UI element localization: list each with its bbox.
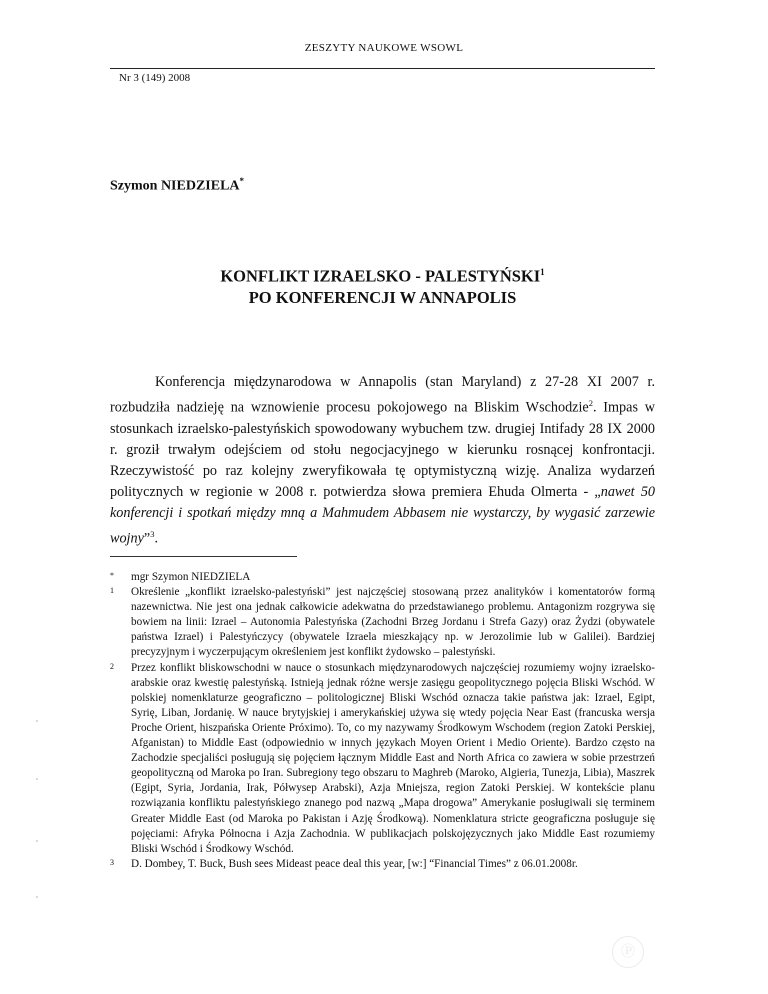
- footnote-author: [110, 570, 655, 585]
- footnote-text: D. Dombey, T. Buck, Bush sees Mideast peace deal this year, [w:] “Financial Times” z 06.01.2008r.: [131, 857, 578, 870]
- footnote-3: [110, 857, 655, 872]
- paragraph-1: [110, 372, 655, 549]
- author-name: [110, 176, 244, 195]
- footnote-1: [110, 585, 655, 660]
- body-text: [110, 372, 655, 549]
- olmert-quote: nawet 50 konferencji i spotkań między mną a Mahmudem Abbasem nie wystarczy, by wygasić zarzewie wojny: [110, 483, 656, 547]
- footnote-text: Określenie „konflikt izraelsko-palestyński” jest najczęściej stosowaną przez analityków i komentatorów formą nazewnictwa. Nie jest ona jednak całkowicie adekwatna do przedstawianego problemu. Antagonizm rozgrywa się bowiem na linii: Izrael – Autonomia Palestyńska (Zachodni Brzeg Jordanu i Strefa Gazy) oraz Żydzi (obywatele państwa Izrael) i Palestyńczycy (obywatele Izraela mieszkający np. w Jerozolimie lub w Galilei). Bardziej precyzyjnym i wyczerpującym określeniem jest konflikt żydowsko – palestyński.: [131, 586, 655, 659]
- footnote-mark: 2: [110, 661, 114, 671]
- footnote-mark: 1: [110, 586, 114, 596]
- footnote-mark: *: [110, 571, 114, 580]
- footnote-separator: [110, 556, 297, 557]
- title-line-1-text: KONFLIKT IZRAELSKO - PALESTYŃSKI: [220, 266, 541, 286]
- footnotes: [110, 570, 655, 872]
- article-title: [110, 262, 655, 308]
- footnote-mark: 3: [110, 857, 114, 867]
- footnote-ref-2: 2: [588, 398, 593, 408]
- title-line-1: [110, 262, 655, 287]
- scan-specks: [36, 720, 38, 940]
- title-footnote-mark: 1: [540, 267, 545, 277]
- footnote-text: Przez konflikt bliskowschodni w nauce o stosunkach międzynarodowych najczęściej rozumiemy wojny izraelsko-arabskie oraz kwestię palestyńską. Istnieją jednak różne wersje zasięgu geopolitycznego pojęcia Bliski Wschód. W polskiej nomenklaturze geograficzno – politologicznej Bliski Wschód oznacza takie państwa jak: Izrael, Egipt, Syrię, Liban, Jordanię. W nauce brytyjskiej i amerykańskiej używa się wtedy pojęcia Near East (francuska wersja Proche Orient, hiszpańska Oriente Próximo). To, co my nazywamy Środkowym Wschodem (region Zatoki Perskiej, Afganistan) to Middle East (odpowiednio w innych językach Moyen Orient i Medio Oriente). Bardzo często na Zachodzie specjaliści posługują się pojęciem łącznym Middle East and North Africa co zawiera w sobie przestrzeń geopolityczną od Maroka po Iran. Subregiony tego obszaru to Maghreb (Maroko, Algieria, Tunezja, Libia), Maszrek (Egipt, Syria, Jordania, Irak, Półwysep Arabski), Azja Mniejsza, region Zatoki Perskiej. W kontekście planu rozwiązania konfliktu palestyńskiego znanego pod nazwą „Mapa drogowa” Amerykanie posługiwali się terminem Greater Middle East (od Maroka po Pakistan i Azję Środkową). Nomenklatura stricte geograficzna posługuje się pojęciami: Afryka Północna i Azja Zachodnia. W publikacjach polskojęzycznych jako Middle East rozumiemy Bliski Wschód i Środkowy Wschód.: [131, 661, 655, 855]
- running-header: ZESZYTY NAUKOWE WSOWL: [304, 42, 464, 54]
- footnote-ref-3: 3: [150, 528, 155, 539]
- footnote-text: mgr Szymon NIEDZIELA: [131, 571, 251, 583]
- footnote-2: [110, 661, 655, 857]
- paragraph-1-end: .: [154, 530, 158, 547]
- paragraph-1-part-b: . Impas w stosunkach izraelsko-palestyńskich spowodowany wybuchem tzw. drugiej Intifady 28 IX 2000 r. groził trwałym odejściem od stołu negocjacyjnego w kierunku rosnącej konfrontacji. Rzeczywistość po raz kolejny zweryfikowała tę optymistyczną wizję. Analiza wydarzeń politycznych w regionie w 2008 r. potwierdza słowa premiera Ehuda Olmerta - „: [110, 399, 656, 500]
- paragraph-1-part-a: Konferencja międzynarodowa w Annapolis (stan Maryland) z 27-28 XI 2007 r. rozbudziła nadzieję na wznowienie procesu pokojowego na Bliskim Wschodzie: [110, 374, 655, 416]
- paragraph-1-quote-close: ”: [143, 530, 151, 547]
- watermark-icon: Ⓟ: [612, 936, 644, 968]
- header-rule: [110, 68, 655, 69]
- title-line-2: PO KONFERENCJI W ANNAPOLIS: [248, 287, 517, 307]
- issue-number: Nr 3 (149) 2008: [119, 72, 191, 84]
- author-footnote-mark: *: [239, 176, 245, 186]
- author-name-text: Szymon NIEDZIELA: [110, 178, 240, 194]
